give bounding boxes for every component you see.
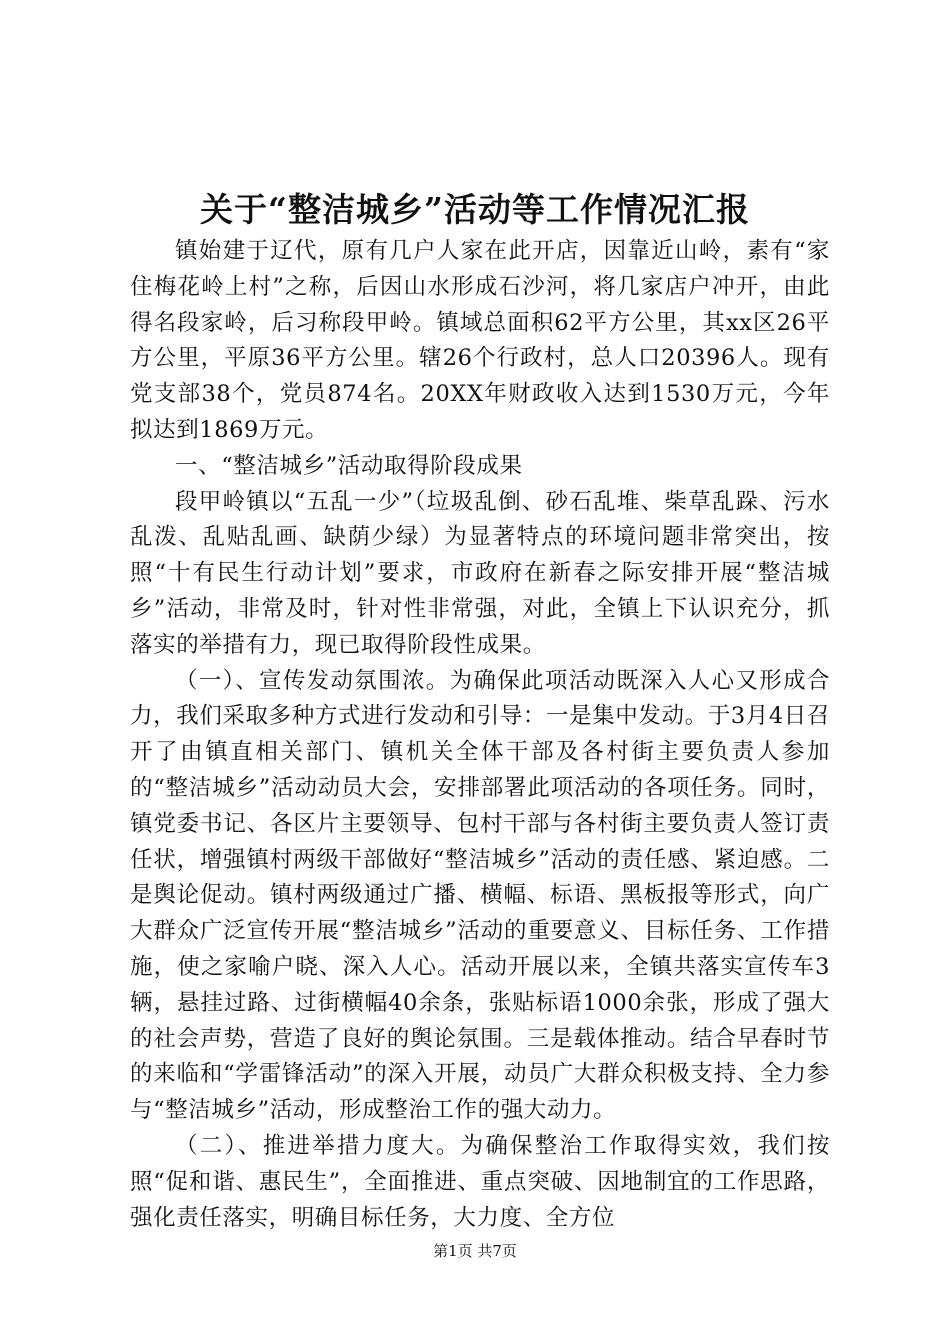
paragraph-subsection-1: （一）、宣传发动氛围浓。为确保此项活动既深入人心又形成合力，我们采取多种方式进行发动和引导：一是集中发动。于3月4日召开了由镇直相关部门、镇机关全体干部及各村街主要负责人参加的“整洁城乡”活动动员大会，安排部署此项活动的各项任务。同时，镇党委书记、各区片主要领导、包村干部与各村街主要负责人签订责任状，增强镇村两级干部做好“整洁城乡”活动的责任感、紧迫感。二是舆论促动。镇村两级通过广播、横幅、标语、黑板报等形式，向广大群众广泛宣传开展“整洁城乡”活动的重要意义、目标任务、工作措施，使之家喻户晓、深入人心。活动开展以来，全镇共落实宣传车3辆，悬挂过路、过街横幅40余条，张贴标语1000余张，形成了强大的社会声势，营造了良好的舆论氛围。三是载体推动。结合早春时节的来临和“学雷锋活动”的深入开展，动员广大群众积极支持、全力参与“整洁城乡”活动，形成整治工作的强大动力。	[130, 667, 830, 1124]
page-footer: 第1页 共7页	[433, 1242, 517, 1260]
document-title: 关于“整洁城乡”活动等工作情况汇报	[200, 190, 750, 229]
paragraph-section-1: 段甲岭镇以“五乱一少”（垃圾乱倒、砂石乱堆、柴草乱跺、污水乱泼、乱贴乱画、缺荫少绿）为显著特点的环境问题非常突出，按照“十有民生行动计划”要求，市政府在新春之际安排开展“整洁城乡”活动，非常及时，针对性非常强，对此，全镇上下认识充分，抓落实的举措有力，现已取得阶段性成果。	[130, 488, 830, 658]
section-heading-1: 一、“整洁城乡”活动取得阶段成果	[175, 452, 523, 479]
paragraph-subsection-2: （二）、推进举措力度大。为确保整治工作取得实效，我们按照“促和谐、惠民生”，全面推进、重点突破、因地制宜的工作思路，强化责任落实，明确目标任务，大力度、全方位	[130, 1132, 830, 1231]
paragraph-intro: 镇始建于辽代，原有几户人家在此开店，因靠近山岭，素有“家住梅花岭上村”之称，后因山水形成石沙河，将几家店户冲开，由此得名段家岭，后习称段甲岭。镇域总面积62平方公里，其xx区26平方公里，平原36平方公里。辖26个行政村，总人口20396人。现有党支部38个，党员874名。20XX年财政收入达到1530万元，今年拟达到1869万元。	[130, 238, 830, 443]
document-body	[130, 234, 830, 1236]
